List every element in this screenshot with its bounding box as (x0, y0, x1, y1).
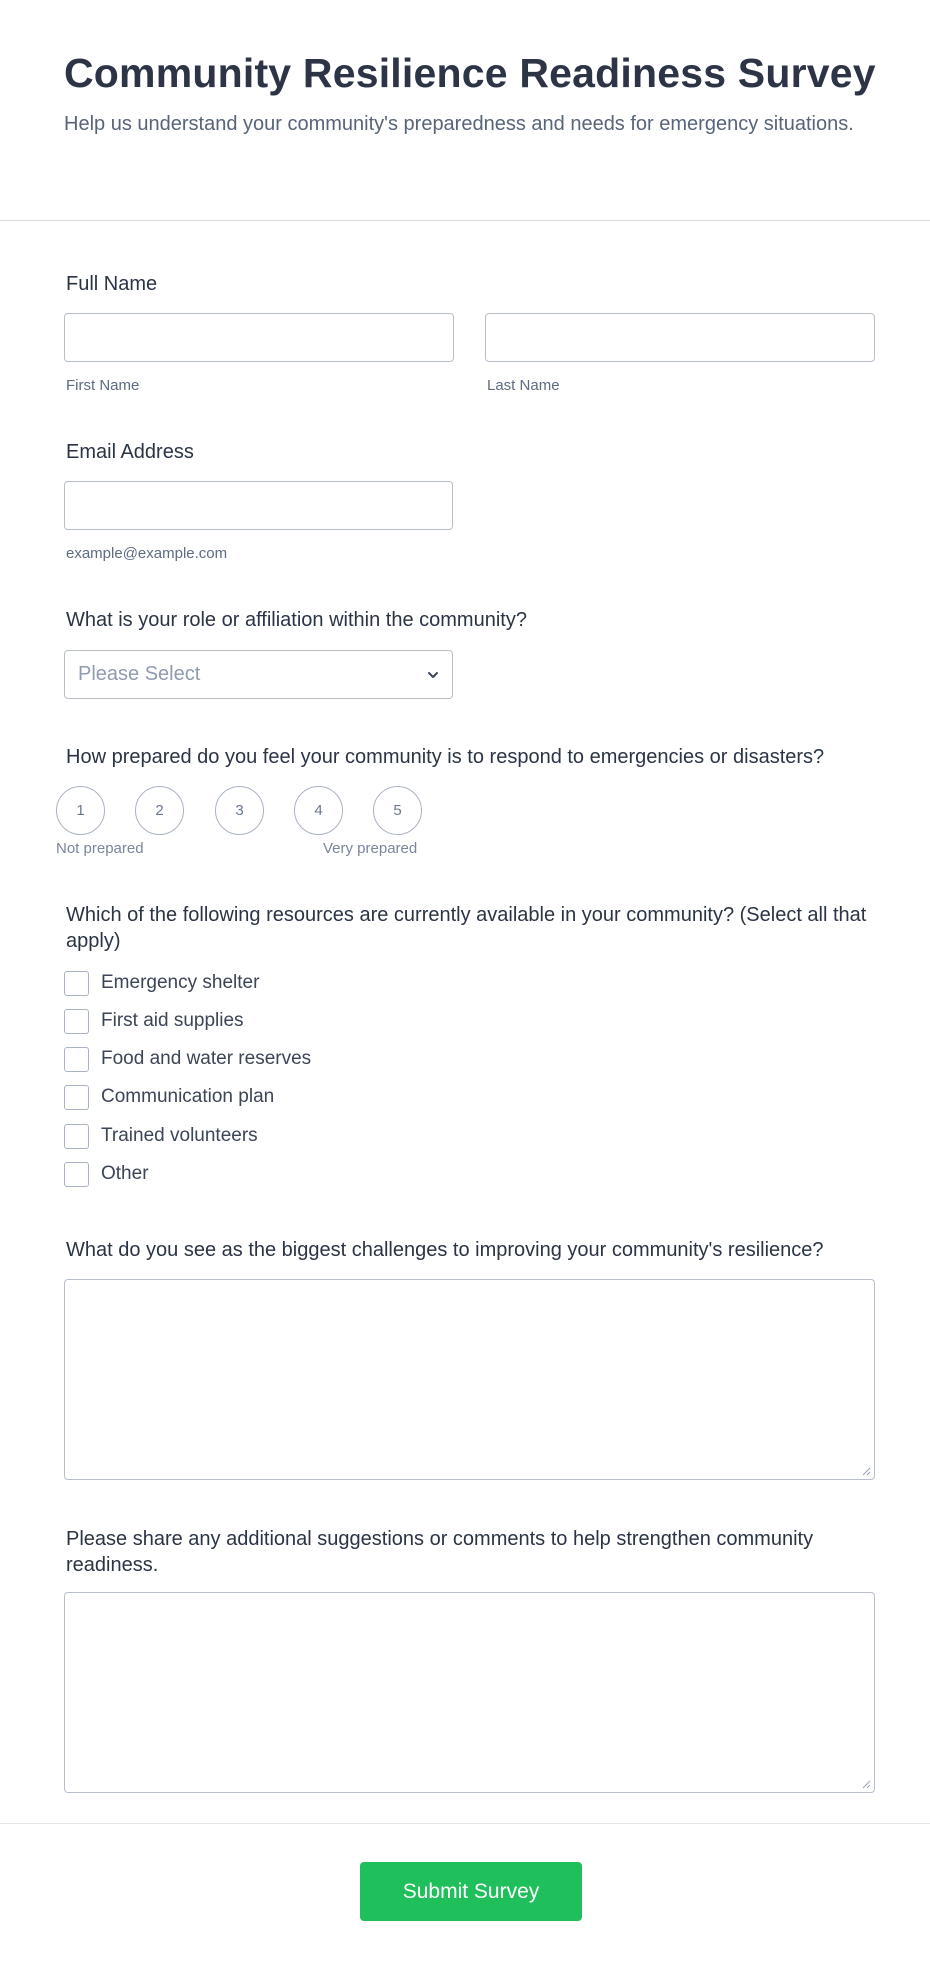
rating-option-4[interactable]: 4 (294, 786, 343, 835)
first-name-input[interactable] (64, 313, 454, 362)
rating-option-2[interactable]: 2 (135, 786, 184, 835)
page-subtitle: Help us understand your community's preparedness and needs for emergency situations. (64, 113, 854, 135)
resources-label: Which of the following resources are currently available in your community? (Select all that apply) (66, 904, 867, 952)
form-header (0, 0, 930, 221)
suggestions-textarea[interactable] (64, 1592, 875, 1793)
checkbox-label: Emergency shelter (101, 972, 260, 993)
last-name-input[interactable] (485, 313, 875, 362)
footer-divider (0, 1823, 930, 1824)
checkbox[interactable] (64, 1162, 89, 1187)
rating-option-3[interactable]: 3 (215, 786, 264, 835)
checkbox-label: Food and water reserves (101, 1048, 312, 1069)
submit-survey-button[interactable]: Submit Survey (360, 1862, 582, 1921)
role-select[interactable] (64, 650, 453, 699)
checkbox[interactable] (64, 1009, 89, 1034)
email-sublabel: example@example.com (66, 545, 228, 562)
resize-handle-icon[interactable] (861, 1466, 871, 1476)
checkbox[interactable] (64, 1085, 89, 1110)
rating-option-5[interactable]: 5 (373, 786, 422, 835)
preparedness-label: How prepared do you feel your community is to respond to emergencies or disasters? (66, 746, 825, 768)
rating-min-caption: Not prepared (56, 840, 144, 857)
role-label: What is your role or affiliation within the community? (66, 609, 527, 631)
rating-option-1[interactable]: 1 (56, 786, 105, 835)
first-name-sublabel: First Name (66, 377, 140, 394)
checkbox[interactable] (64, 1124, 89, 1149)
checkbox-label: Trained volunteers (101, 1125, 258, 1146)
rating-max-caption: Very prepared (323, 840, 418, 857)
suggestions-label: Please share any additional suggestions or comments to help strengthen community readiness. (66, 1528, 814, 1576)
role-select-value: Please Select (78, 663, 201, 685)
email-label: Email Address (66, 441, 194, 463)
checkbox[interactable] (64, 1047, 89, 1072)
email-input[interactable] (64, 481, 453, 530)
challenges-textarea[interactable] (64, 1279, 875, 1480)
page-title: Community Resilience Readiness Survey (64, 50, 876, 96)
challenges-label: What do you see as the biggest challenges to improving your community's resilience? (66, 1239, 824, 1261)
checkbox[interactable] (64, 971, 89, 996)
checkbox-label: Communication plan (101, 1086, 275, 1107)
chevron-down-icon (426, 668, 440, 682)
resize-handle-icon[interactable] (861, 1779, 871, 1789)
checkbox-label: First aid supplies (101, 1010, 244, 1031)
checkbox-label: Other (101, 1163, 149, 1184)
full-name-label: Full Name (66, 273, 158, 295)
last-name-sublabel: Last Name (487, 377, 560, 394)
